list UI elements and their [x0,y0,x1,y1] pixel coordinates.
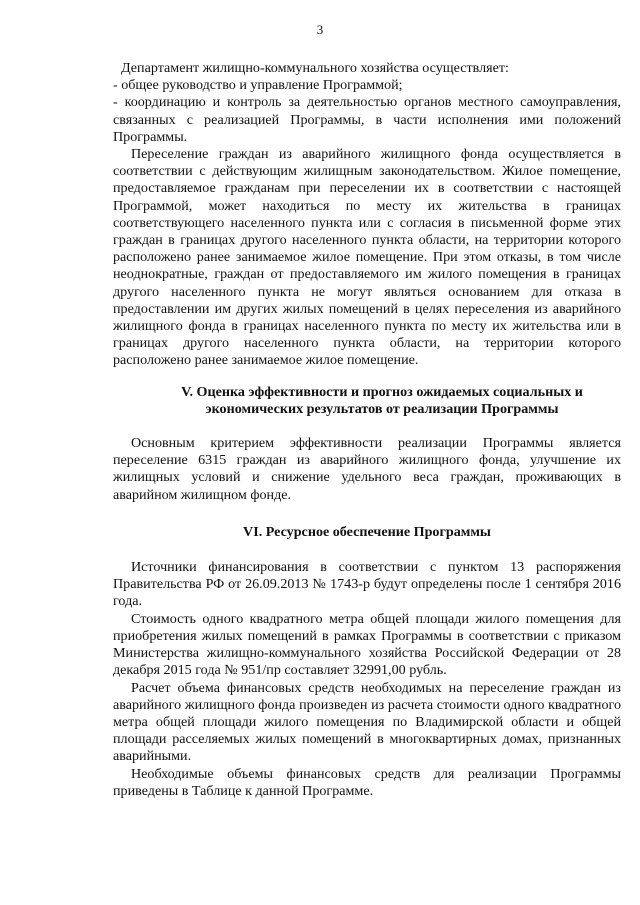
paragraph-funding-calculation: Расчет объема финансовых средств необходимых на переселение граждан из аварийного жилищного фонда произведен из расчета стоимости одного квадратного метра общей площади жилого помещения по Владимирской области и общей площади расселяемых жилых помещений в многоквартирных домах, признанных аварийными. [113,679,621,765]
paragraph-department-duties: Департамент жилищно-коммунального хозяйства осуществляет: [121,60,509,76]
document-body [113,60,621,800]
section-5-heading-line-2: экономических результатов от реализации Программы [205,400,559,417]
list-item-coordination-control: - координацию и контроль за деятельностью органов местного самоуправления, связанных с реализацией Программы, в части исполнения ими положений Программы. [113,94,621,145]
section-6-heading: VI. Ресурсное обеспечение Программы [243,523,491,540]
list-item-general-management: - общее руководство и управление Программой; [113,77,403,94]
paragraph-efficiency-criterion: Основным критерием эффективности реализации Программы является переселение 6315 граждан из аварийного жилищного фонда, улучшение их жилищных условий и снижение удельного веса граждан, проживающих в аварийном жилищном фонде. [113,435,621,503]
paragraph-square-meter-cost: Стоимость одного квадратного метра общей площади жилого помещения для приобретения жилых помещений в рамках Программы в соответствии с приказом Министерства жилищно-коммунального хозяйства Российской Федерации от 28 декабря 2015 года № 951/пр составляет 32991,00 рубль. [113,610,621,679]
paragraph-resettlement: Переселение граждан из аварийного жилищного фонда осуществляется в соответствии с действующим жилищным законодательством. Жилое помещение, предоставляемое гражданам при переселении их в соответствии с настоящей Программой, может находиться по месту их жительства в границах соответствующего населенного пункта или с согласия в письменной форме этих граждан в границах другого населенного пункта области, на территории которого расположено ранее занимаемое жилое помещение. При этом отказы, в том числе неоднократные, граждан от предоставляемого им жилого помещения в границах другого населенного пункта не могут являться основанием для отказа в предоставлении им других жилых помещений в целях переселения из аварийного жилищного фонда в границах населенного пункта по месту их жительства или в границах другого населенного пункта области, на территории которого расположено ранее занимаемое жилое помещение. [113,146,621,369]
section-5-heading [143,384,621,418]
paragraph-funding-sources: Источники финансирования в соответствии с пунктом 13 распоряжения Правительства РФ от 26.09.2013 № 1743-р будут определены после 1 сентября 2016 года. [113,559,621,610]
paragraph-required-funding: Необходимые объемы финансовых средств для реализации Программы приведены в Таблице к данной Программе. [113,765,621,799]
page-number: 3 [316,22,324,37]
section-5-heading-line-1: V. Оценка эффективности и прогноз ожидаемых социальных и [181,383,583,400]
